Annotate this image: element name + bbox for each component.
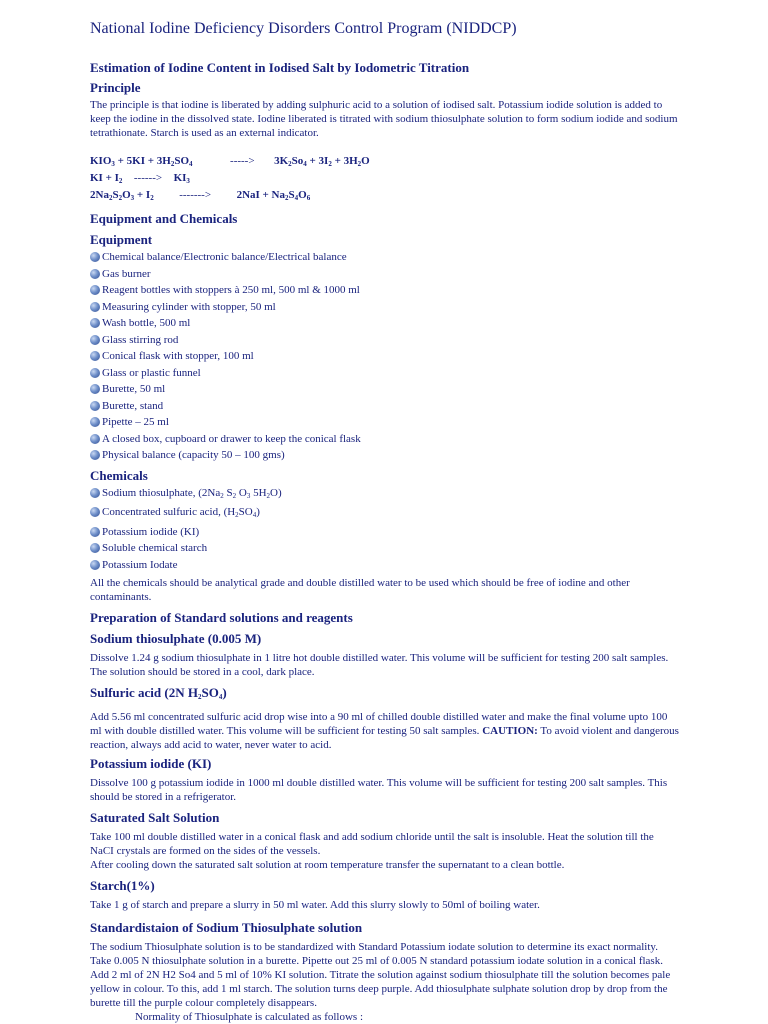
list-item: Soluble chemical starch (90, 540, 680, 557)
list-item: Potassium iodide (KI) (90, 524, 680, 541)
bullet-icon (90, 560, 100, 570)
list-item: Glass stirring rod (90, 332, 680, 349)
bullet-icon (90, 368, 100, 378)
bullet-icon (90, 527, 100, 537)
bullet-icon (90, 351, 100, 361)
normality-line: Normality of Thiosulphate is calculated as follows : (135, 1011, 363, 1023)
chemicals-list (90, 485, 680, 574)
principle-heading: Principle (90, 80, 141, 95)
ki-heading: Potassium iodide (KI) (90, 756, 212, 771)
caution-label: CAUTION: (482, 725, 538, 737)
sulfuric-text: Add 5.56 ml concentrated sulfuric acid drop wise into a 90 ml of chilled double distilled water and make the final volume upto 100 ml with double distilled water. This volume will be sufficient for testing 50 salt samples. CAUTION: To avoid violent and dangerous reaction, always add acid to water, never water to acid. (90, 711, 679, 751)
main-heading: Estimation of Iodine Content in Iodised Salt by Iodometric Titration (90, 60, 470, 75)
chemicals-heading: Chemicals (90, 467, 148, 483)
equation-1: $KIO_3 + 5KI + 3H_2SO_4$ -----> $3K_2So_4 + 3I_2 + 3H_2O$ (90, 155, 370, 168)
sulfuric-heading: Sulfuric acid (2N $H_2SO_4$) (90, 685, 227, 701)
caution-text: To avoid violent and dangerous reaction, always add acid to water, never water to acid. (90, 725, 679, 751)
list-item: Burette, 50 ml (90, 381, 680, 398)
bullet-icon (90, 488, 100, 498)
bullet-icon (90, 335, 100, 345)
list-item: Measuring cylinder with stopper, 50 ml (90, 299, 680, 316)
bullet-icon (90, 285, 100, 295)
equation-3-arrow: -------> (179, 189, 212, 201)
list-item: Chemical balance/Electronic balance/Electrical balance (90, 249, 680, 266)
starch-text: Take 1 g of starch and prepare a slurry in 50 ml water. Add this slurry slowly to 50ml of boiling water. (90, 899, 540, 911)
bullet-icon (90, 384, 100, 394)
thiosulphate-heading: Sodium thiosulphate (0.005 M) (90, 631, 262, 646)
ki-text: Dissolve 100 g potassium iodide in 1000 ml double distilled water. This volume will be sufficient for testing 200 salt samples. This should be stored in a refrigerator. (90, 777, 668, 803)
saturated-text-1: Take 100 ml double distilled water in a conical flask and add sodium chloride until the salt is insoluble. Heat the solution till the NaCI crystals are formed on the sides of the vessels. (90, 831, 654, 857)
equation-3: $2Na_2S_2O_3 + I_2$ -------> $2NaI + Na_2S_4O_6$ (90, 189, 311, 202)
list-item: A closed box, cupboard or drawer to keep the conical flask (90, 431, 680, 448)
starch-heading: Starch(1%) (90, 878, 155, 893)
bullet-icon (90, 507, 100, 517)
bullet-icon (90, 252, 100, 262)
bullet-icon (90, 269, 100, 279)
equation-2: KI + $I_2$ ------> $KI_3$ (90, 172, 190, 185)
list-item: Conical flask with stopper, 100 ml (90, 348, 680, 365)
bullet-icon (90, 318, 100, 328)
list-item: Concentrated sulfuric acid, $(H_2SO_4)$ (90, 504, 680, 524)
bullet-icon (90, 417, 100, 427)
bullet-icon (90, 302, 100, 312)
bullet-icon (90, 543, 100, 553)
bullet-icon (90, 401, 100, 411)
document-title: National Iodine Deficiency Disorders Control Program (NIDDCP) (90, 20, 517, 37)
equation-2-arrow: ------> (133, 172, 163, 184)
chemicals-note: All the chemicals should be analytical grade and double distilled water to be used which should be free of iodine and other contaminants. (90, 577, 630, 603)
equation-1-arrow: -----> (230, 155, 255, 167)
list-item: Burette, stand (90, 398, 680, 415)
thiosulphate-text: Dissolve 1.24 g sodium thiosulphate in 1 litre hot double distilled water. This volume will be sufficient for testing 200 salt samples. The solution should be stored in a cool, dark place. (90, 652, 669, 678)
principle-text: The principle is that iodine is liberated by adding sulphuric acid to a solution of iodised salt. Potassium iodide solution is added to keep the iodine in the dissolved state. Iodine liberated is titrated with sodium thiosulphate solution to form sodium iodide and sodium tetrathionate. Starch is used as an external indicator. (90, 99, 678, 139)
equipment-chemicals-heading: Equipment and Chemicals (90, 211, 238, 226)
equipment-heading: Equipment (90, 232, 153, 247)
list-item: Gas burner (90, 266, 680, 283)
list-item: Wash bottle, 500 ml (90, 315, 680, 332)
document-body (90, 58, 680, 1024)
bullet-icon (90, 450, 100, 460)
list-item: Sodium thiosulphate, ($2Na_2$ $S_2$ $O_3$ $5H_2O$) (90, 485, 680, 505)
preparation-heading: Preparation of Standard solutions and reagents (90, 610, 353, 625)
saturated-text-2: After cooling down the saturated salt solution at room temperature transfer the supernatant to a clean bottle. (90, 859, 565, 871)
list-item: Glass or plastic funnel (90, 365, 680, 382)
list-item: Physical balance (capacity 50 – 100 gms) (90, 447, 680, 464)
list-item: Reagent bottles with stoppers à 250 ml, 500 ml & 1000 ml (90, 282, 680, 299)
bullet-icon (90, 434, 100, 444)
standardisation-heading: Standardistaion of Sodium Thiosulphate solution (90, 920, 363, 935)
saturated-heading: Saturated Salt Solution (90, 810, 220, 825)
list-item: Potassium Iodate (90, 557, 680, 574)
standardisation-text: The sodium Thiosulphate solution is to be standardized with Standard Potassium iodate solution to determine its exact normality. Take 0.005 N thiosulphate solution in a burette. Pipette out 25 ml of 0.005 N standard potassium iodate solution in a conical flask. Add 2 ml of 2N H2 So4 and 5 ml of 10% KI solution. Titrate the solution against sodium thiosulphate till the solution becomes pale yellow in colour. To this, add 1 ml starch. The solution turns deep purple. Add thiosulphate sulphate solution drop by drop from the burette till the purple colour completely disappears. (90, 941, 671, 1009)
list-item: Pipette – 25 ml (90, 414, 680, 431)
equipment-list (90, 249, 680, 464)
